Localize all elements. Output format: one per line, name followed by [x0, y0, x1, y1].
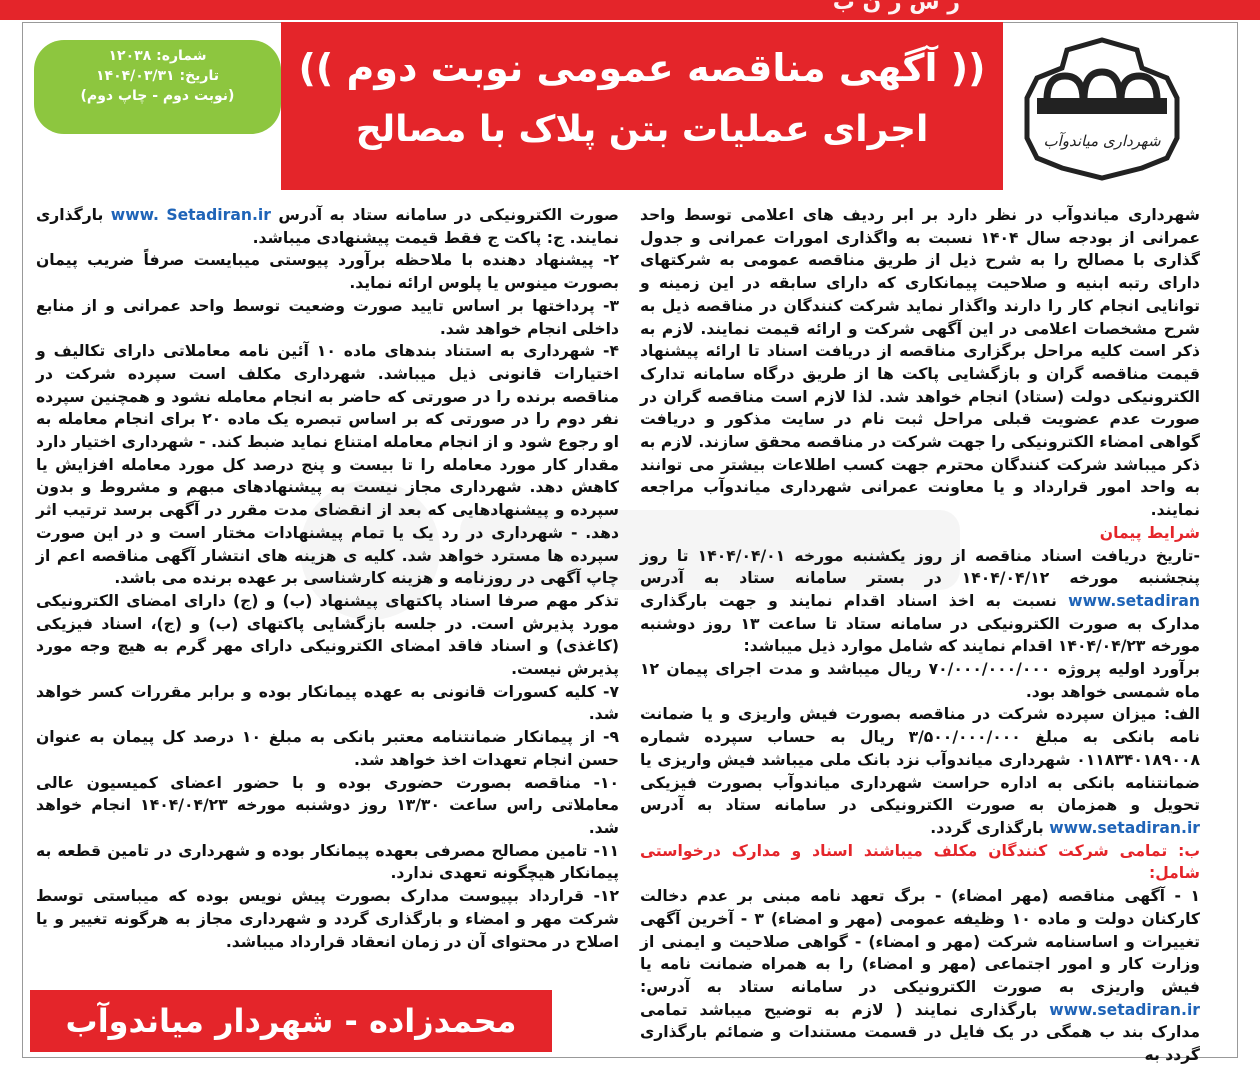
item-3: ۳- پرداختها بر اساس تایید صورت وضعیت توسط واحد عمرانی و از منابع داخلی انجام خواهد شد. [36, 296, 619, 338]
notice-edition: (نوبت دوم - چاپ دوم) [80, 88, 235, 104]
mayor-signature-banner: محمدزاده - شهردار میاندوآب [30, 990, 552, 1052]
item-12: ۱۲- قرارداد بپیوست مدارک بصورت پیش نویس بوده که میباستی توسط شرکت مهر و امضاء و بارگذاری گردد و شهرداری مجاز به هرگونه تغییر و یا اصلاح در محتوای آن در زمان انعقاد قرارداد میباشد. [36, 887, 619, 951]
municipality-logo [1004, 26, 1200, 190]
deposit-text-2: بارگذاری گردد. [930, 818, 1044, 837]
docs-text-2: بارگذاری نمایند ( لازم به توضیح میباشد تمامی مدارک بند ب همگی در یک فایل در قسمت مستندات و ضمائم بارگذاری گردد به [640, 1000, 1200, 1065]
item-2: ۲- پیشنهاد دهنده با ملاحظه برآورد پیوستی میبایست صرفاً ضریب پیمان بصورت مینوس یا پلوس ارائه نماید. [36, 251, 619, 293]
page-subtitle: اجرای عملیات بتن پلاک با مصالح [355, 108, 929, 150]
top-strip-text: ر س ر ن ب [832, 0, 960, 15]
deposit-text-1: الف: میزان سپرده شرکت در مناقصه بصورت فیش واریزی و یا ضمانت نامه بانکی به مبلغ ۳/۵۰۰/۰۰۰/۰۰۰ ریال به حساب سپرده شماره ۰۱۱۸۳۴۰۱۸۹۰۰۸ شهرداری میاندوآب نزد بانک ملی میباشد فیش واریزی یا ضمانتنامه بانکی به اداره حراست شهرداری میاندوآب بصورت فیزیکی تحویل و همزمان به صورت الکترونیکی در سامانه ستاد به آدرس [640, 705, 1200, 815]
deposit-paragraph [640, 703, 1200, 839]
conditions-heading: شرایط پیمان [1099, 523, 1200, 542]
item-4: ۴- شهرداری به استناد بندهای ماده ۱۰ آئین نامه معاملاتی دارای تکالیف و اختیارات قانونی ذیل میباشد. شهرداری مکلف است سپرده شرکت در مناقصه برنده را در صورتی که حاضر به انجام معامله نشود و همچنین سپرده نفر دوم را در صورتی که بر اساس تبصره یک ماده ۲۰ برای انجام معامله به او رجوع شود و از انجام معامله امتناع نماید ضبط کند. - شهرداری اختیار دارد مقدار کار مورد معامله را تا بیست و پنج درصد کل مورد معامله افزایش یا کاهش دهد. شهرداری مجاز نیست به پیشنهادهای مبهم و مشروط و بدون سپرده و پیشنهادهایی که بعد از انقضای مدت مقرر در آگهی برسد ترتیب اثر دهد. - شهرداری در رد یک یا تمام پیشنهادات مختار است و در این صورت سپرده ها مسترد خواهد شد. کلیه ی هزینه های انتشار آگهی مناقصه اعم از چاپ آگهی در روزنامه و هزینه کارشناسی بر عهده برنده می باشد. [36, 342, 620, 588]
cont-url-link[interactable]: www. Setadiran.ir [110, 206, 271, 224]
municipality-logo-icon [1007, 28, 1197, 188]
cont-text-1: صورت الکترونیکی در سامانه ستاد به آدرس [278, 206, 619, 224]
title-banner [281, 22, 1003, 190]
notice-number-badge [34, 40, 281, 134]
deposit-url-link[interactable]: www.setadiran.ir [1049, 818, 1200, 837]
cont-text-2: بارگذاری نمایند. ج: پاکت ج فقط قیمت پیشنهادی میباشد. [36, 206, 619, 247]
item-7: ۷- کلیه کسورات قانونی به عهده پیمانکار بوده و برابر مقررات کسر خواهد شد. [36, 682, 619, 724]
dates-paragraph [640, 545, 1200, 659]
logo-text: شهرداری میاندوآب [1043, 132, 1161, 150]
notice-date: تاریخ: ۱۴۰۴/۰۳/۳۱ [96, 68, 219, 84]
item-11: ۱۱- تامین مصالح مصرفی بعهده پیمانکار بوده و شهرداری در تامین قطعه به پیمانکار هیچگونه تعهدی ندارد. [36, 841, 619, 883]
continuation-paragraph [36, 204, 619, 249]
docs-text-1: ۱ - آگهی مناقصه (مهر امضاء) - برگ تعهد نامه مبنی بر عدم دخالت کارکنان دولت و ماده ۱۰ وظیفه عمومی (مهر و امضاء) ۳ - آخرین آگهی تغییرات و اساسنامه شرکت (مهر و امضاء) - گواهی صلاحیت و ایمنی از وزارت کار و امور اجتماعی (مهر و امضاء) را به همراه ضمانت نامه یا فیش واریزی به صورت الکترونیکی در سامانه ستاد به آدرس: [640, 887, 1200, 996]
dates-url-link[interactable]: www.setadiran [1068, 591, 1200, 610]
documents-paragraph [640, 885, 1200, 1067]
left-text-column [36, 204, 619, 953]
important-note: تذکر مهم صرفا اسناد پاکتهای پیشنهاد (ب) و (ج) دارای امضای الکترونیکی مورد پذیرش است. در جلسه بازگشایی پاکتهای (ب) و (ج)، اسناد فیزیکی (کاغذی) و اسناد فاقد امضای الکترونیکی دارای مهر گرم به هیچ وجه مورد پذیرش نیست. [36, 591, 619, 679]
docs-url-link[interactable]: www.setadiran.ir [1049, 1000, 1200, 1019]
dates-text-1: -تاریخ دریافت اسناد مناقصه از روز یکشنبه مورخه ۱۴۰۴/۰۴/۰۱ تا روز پنجشنبه مورخه ۱۴۰۴/۰۴/۱۲ در بستر سامانه ستاد به آدرس [640, 546, 1200, 588]
notice-number: شماره: ۱۲۰۳۸ [108, 48, 207, 64]
top-red-strip [0, 0, 1260, 20]
page-title: (( آگهی مناقصه عمومی نوبت دوم )) [298, 46, 986, 90]
item-9: ۹- از پیمانکار ضمانتنامه معتبر بانکی به مبلغ ۱۰ درصد کل پیمان به عنوان حسن انجام تعهدات اخذ خواهد شد. [36, 728, 619, 769]
dates-text-2: نسبت به اخذ اسناد اقدام نمایند و جهت بارگذاری مدارک به صورت الکترونیکی در سامانه ستاد تا ساعت ۱۳ روز دوشنبه مورخه ۱۴۰۴/۰۴/۲۳ اقدام نمایند که شامل موارد ذیل میباشد: [640, 591, 1200, 656]
documents-heading: ب: تمامی شرکت کنندگان مکلف میباشند اسناد و مدارک درخواستی شامل: [640, 841, 1200, 883]
right-text-column [640, 204, 1200, 1067]
estimate-paragraph: برآورد اولیه پروژه ۷۰/۰۰۰/۰۰۰/۰۰۰ ریال میباشد و مدت اجرای پیمان ۱۲ ماه شمسی خواهد بود. [640, 660, 1200, 701]
item-10: ۱۰- مناقصه بصورت حضوری بوده و با حضور اعضای کمیسیون عالی معاملاتی راس ساعت ۱۳/۳۰ روز دوشنبه مورخه ۱۴۰۴/۰۴/۲۳ انجام خواهد شد. [36, 773, 619, 837]
intro-paragraph: شهرداری میاندوآب در نظر دارد بر ابر ردیف های اعلامی توسط واحد عمرانی از بودجه سال ۱۴۰۴ نسبت به واگذاری امورات عمرانی و جدول گذاری با مصالح را به شرح ذیل از طریق مناقصه عمومی به شرکتهای دارای رتبه ابنیه و صلاحیت پیمانکاری که دارای سابقه در این زمینه و توانایی انجام کار را دارند واگذار نماید شرکت کنندگان در مناقصه ذیل به شرح مشخصات اعلامی در این آگهی شرکت و ارائه قیمت نمایند. لازم به ذکر است کلیه مراحل برگزاری مناقصه از دریافت اسناد تا ارائه پیشنهاد قیمت مناقصه گران و بازگشایی پاکت ها از طریق درگاه سامانه تدارک الکترونیکی دولت (ستاد) انجام خواهد شد. لذا لازم است مناقصه گران در صورت عدم عضویت قبلی مراحل ثبت نام در سایت مذکور و دریافت گواهی امضاء الکترونیکی را جهت شرکت در مناقصه محقق سازند. لازم به ذکر میباشد شرکت کنندگان محترم جهت کسب اطلاعات بیشتر می توانند به واحد امور قرارداد و یا معاونت عمرانی شهرداری میاندوآب مراجعه نمایند. [640, 206, 1201, 520]
